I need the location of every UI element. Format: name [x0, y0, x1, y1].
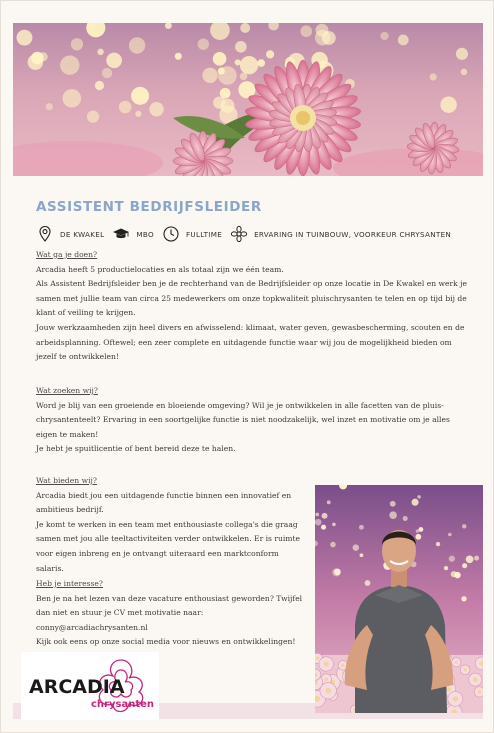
section-paragraph: Arcadia heeft 5 productielocaties en als totaal zijn we één team.: [36, 264, 284, 274]
job-hours: FULLTIME: [185, 229, 223, 239]
hero-image-chrysanthemum: [13, 23, 483, 176]
section-heading: Heb je interesse?: [36, 579, 104, 588]
section-paragraph: Ben je na het lezen van deze vacature enthousiast geworden? Twijfel dan niet en stuur je CV met motivatie naar: conny@arcadiachrysanten.nl: [36, 593, 303, 632]
flower-icon: [230, 225, 248, 243]
employee-photo: [315, 485, 483, 713]
section-paragraph: Word je blij van een groeiende en bloeiende omgeving? Wil je je ontwikkelen in alle facetten van de pluis-chrysantenteelt? Ervaring in een soortgelijke functie is niet noodzakelijk, wel inzet en motivatie om je alles eigen te maken!: [36, 400, 450, 439]
logo-wordmark: ARCADIA: [29, 676, 125, 698]
location-pin-icon: [36, 225, 54, 243]
job-experience: ERVARING IN TUINBOUW, VOORKEUR CHRYSANTEN: [254, 229, 452, 239]
clock-icon: [162, 225, 180, 243]
section-paragraph: Je komt te werken in een team met enthousiaste collega's die graag samen met jou alle teeltactiviteiten verder ontwikkelen. Er is ruimte voor eigen inbreng en je ontvangt uiteraard een marktconform salaris.: [36, 519, 301, 573]
arcadia-logo: [21, 652, 159, 720]
job-facts-bar: [36, 223, 476, 245]
section-heb-je-interesse: [36, 577, 306, 650]
section-heading: Wat ga je doen?: [36, 250, 98, 259]
section-wat-ga-je-doen: [36, 248, 471, 365]
section-paragraph: Jouw werkzaamheden zijn heel divers en afwisselend: klimaat, water geven, gewasbescherming, scouten en de arbeidsplanning. Oftewel; een zeer complete en uitdagende functie waar wij jou de mogelijkheid bieden om jezelf te ontwikkelen!: [36, 322, 465, 362]
logo-tagline: chrysanten: [91, 699, 154, 710]
job-education: MBO: [136, 229, 154, 239]
section-paragraph: Je hebt je spuitlicentie of bent bereid deze te halen.: [36, 444, 236, 454]
job-location: DE KWAKEL: [60, 229, 105, 239]
section-wat-bieden-wij: [36, 474, 306, 576]
section-heading: Wat zoeken wij?: [36, 386, 98, 395]
section-wat-zoeken-wij: [36, 384, 471, 457]
section-heading: Wat bieden wij?: [36, 476, 97, 485]
section-paragraph: Als Assistent Bedrijfsleider ben je de rechterhand van de Bedrijfsleider op onze locatie in De Kwakel en werk je samen met jullie team van circa 25 medewerkers om onze topkwaliteit pluischrysanten te telen en op tijd bij de klant of veiling te krijgen.: [36, 279, 467, 318]
section-paragraph: Arcadia biedt jou een uitdagende functie binnen een innovatief en ambitieus bedrijf.: [36, 490, 292, 515]
section-paragraph: Kijk ook eens op onze social media voor nieuws en ontwikkelingen!: [36, 637, 296, 647]
job-title: ASSISTENT BEDRIJFSLEIDER: [36, 199, 262, 215]
graduation-cap-icon: [112, 225, 130, 243]
